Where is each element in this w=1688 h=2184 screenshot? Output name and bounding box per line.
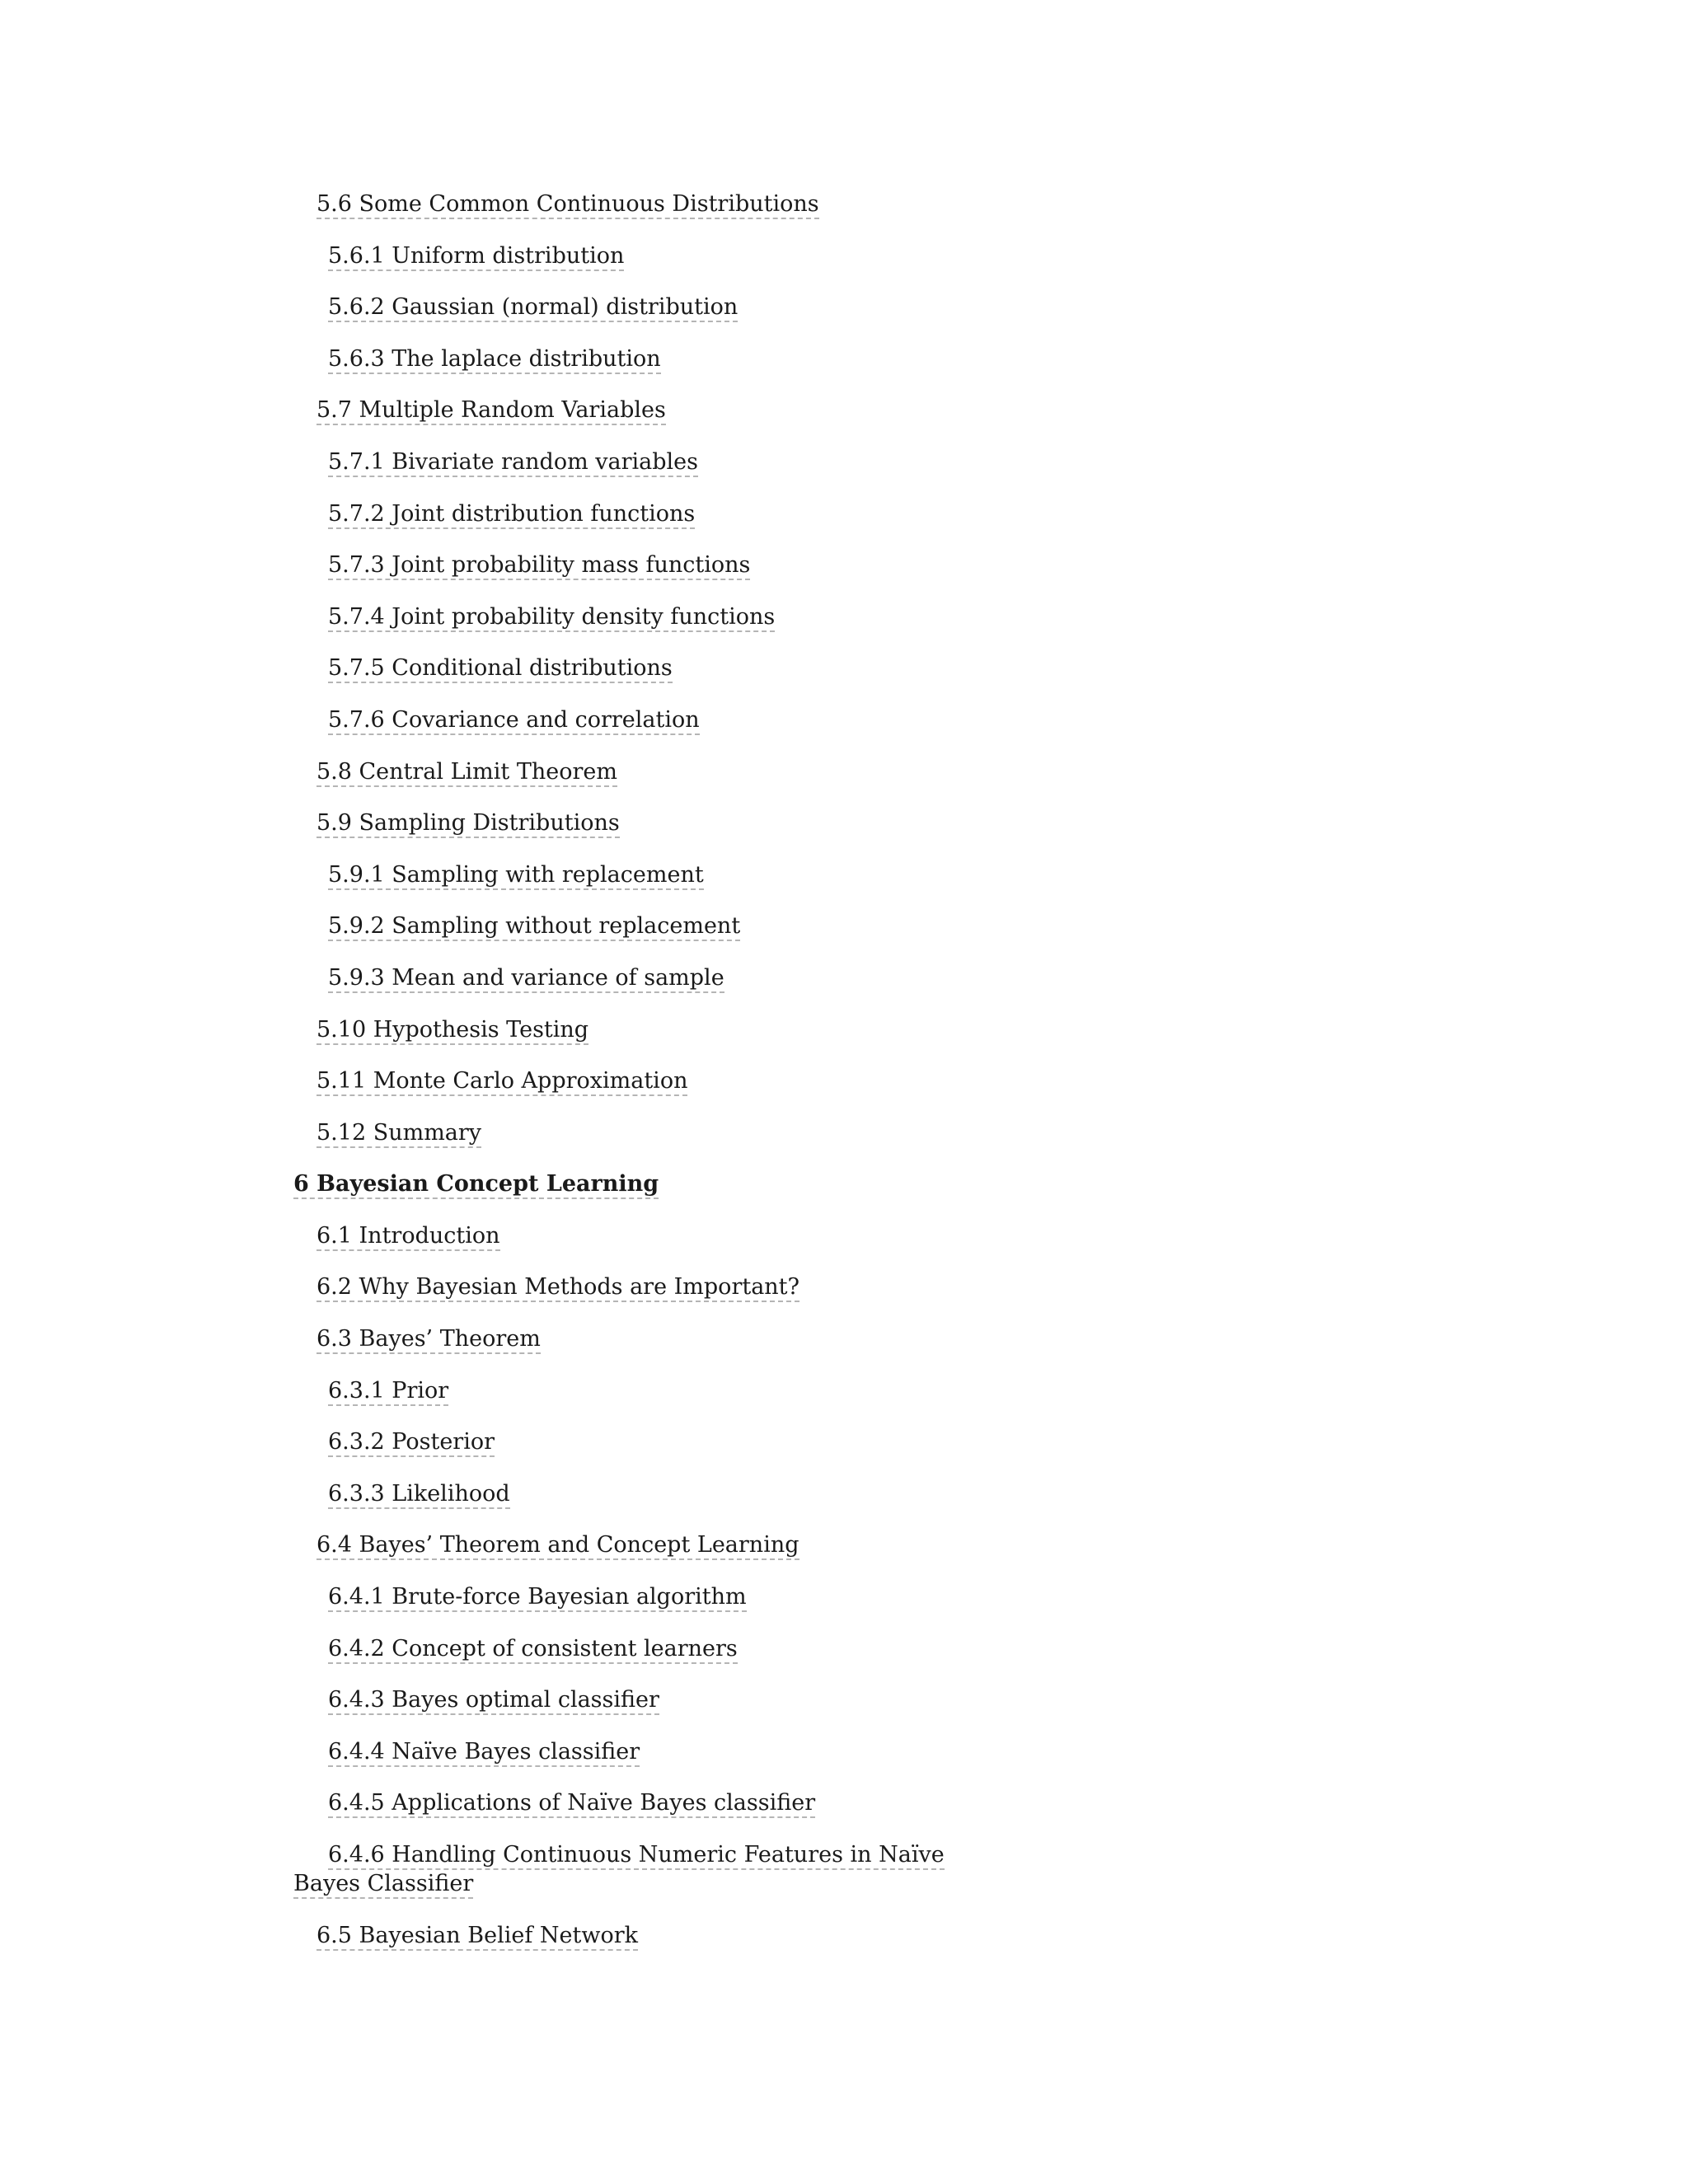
toc-entry: [293, 1530, 1035, 1582]
toc-entry: [293, 705, 1035, 757]
toc-link[interactable]: 6.4.1 Brute-force Bayesian algorithm: [328, 1584, 747, 1612]
toc-link[interactable]: 5.7 Multiple Random Variables: [316, 397, 666, 425]
toc-entry: [293, 860, 1035, 912]
toc-link[interactable]: 5.9.2 Sampling without replacement: [328, 913, 740, 941]
toc-entry: [293, 757, 1035, 809]
toc-link[interactable]: 5.11 Monte Carlo Approximation: [316, 1068, 687, 1096]
toc-entry: [293, 1840, 1035, 1921]
toc-entry: [293, 1427, 1035, 1479]
toc-entry: [293, 1221, 1035, 1273]
toc-link[interactable]: 5.7.4 Joint probability density functions: [328, 604, 775, 632]
toc-entry: [293, 654, 1035, 705]
toc-link[interactable]: 5.6 Some Common Continuous Distributions: [316, 191, 819, 219]
toc-entry: [293, 396, 1035, 448]
toc-entry: [293, 1066, 1035, 1118]
toc-entry: [293, 1479, 1035, 1531]
toc-chapter-link[interactable]: 6 Bayesian Concept Learning: [293, 1171, 659, 1199]
toc-link[interactable]: 5.7.6 Covariance and correlation: [328, 707, 700, 735]
toc-chapter-entry: [293, 1169, 1035, 1221]
toc-link[interactable]: 5.7.3 Joint probability mass functions: [328, 552, 750, 580]
toc-entry: [293, 912, 1035, 963]
toc-entry: [293, 963, 1035, 1015]
toc-entry: [293, 344, 1035, 396]
toc-link[interactable]: 5.9.3 Mean and variance of sample: [328, 965, 724, 993]
toc-entry: [293, 190, 1035, 241]
toc-entry: [293, 241, 1035, 293]
toc-link[interactable]: 5.6.1 Uniform distribution: [328, 243, 624, 271]
toc-entry: [293, 1634, 1035, 1686]
toc-entry: [293, 1737, 1035, 1789]
toc-link[interactable]: 6.4.6 Handling Continuous Numeric Features in Naïve Bayes Classifier: [293, 1842, 945, 1899]
toc-link[interactable]: 5.10 Hypothesis Testing: [316, 1017, 588, 1045]
toc-link[interactable]: 6.5 Bayesian Belief Network: [316, 1923, 638, 1951]
toc-link[interactable]: 5.9.1 Sampling with replacement: [328, 862, 704, 890]
toc-link[interactable]: 6.4.4 Naïve Bayes classifier: [328, 1739, 640, 1767]
toc-link[interactable]: 5.6.3 The laplace distribution: [328, 346, 661, 374]
toc-link[interactable]: 5.8 Central Limit Theorem: [316, 759, 617, 787]
toc-entry: [293, 448, 1035, 499]
toc-link[interactable]: 6.3.2 Posterior: [328, 1429, 495, 1457]
toc-entry: [293, 499, 1035, 551]
table-of-contents: [293, 190, 1035, 1972]
toc-link[interactable]: 6.4.3 Bayes optimal classifier: [328, 1687, 659, 1715]
toc-entry: [293, 1685, 1035, 1737]
toc-link[interactable]: 6.4.5 Applications of Naïve Bayes classifier: [328, 1790, 815, 1818]
toc-link[interactable]: 5.7.5 Conditional distributions: [328, 655, 673, 683]
toc-entry: [293, 1324, 1035, 1376]
toc-entry: [293, 1376, 1035, 1428]
toc-link[interactable]: 5.12 Summary: [316, 1120, 481, 1148]
toc-link[interactable]: 5.6.2 Gaussian (normal) distribution: [328, 294, 738, 322]
toc-entry: [293, 602, 1035, 654]
toc-entry: [293, 1272, 1035, 1324]
toc-link[interactable]: 6.4 Bayes’ Theorem and Concept Learning: [316, 1532, 799, 1560]
toc-link[interactable]: 6.2 Why Bayesian Methods are Important?: [316, 1274, 799, 1302]
toc-entry: [293, 1015, 1035, 1067]
toc-entry: [293, 1582, 1035, 1634]
toc-link[interactable]: 5.7.2 Joint distribution functions: [328, 501, 695, 529]
toc-link[interactable]: 6.4.2 Concept of consistent learners: [328, 1636, 738, 1664]
toc-link[interactable]: 5.9 Sampling Distributions: [316, 810, 620, 838]
toc-entry: [293, 551, 1035, 602]
toc-link[interactable]: 6.3.1 Prior: [328, 1378, 448, 1406]
toc-entry: [293, 808, 1035, 860]
toc-entry: [293, 1788, 1035, 1840]
toc-entry: [293, 293, 1035, 344]
toc-link[interactable]: 6.3 Bayes’ Theorem: [316, 1326, 541, 1354]
toc-link[interactable]: 6.3.3 Likelihood: [328, 1481, 510, 1509]
toc-link[interactable]: 5.7.1 Bivariate random variables: [328, 449, 698, 477]
toc-entry: [293, 1118, 1035, 1170]
toc-entry: [293, 1921, 1035, 1973]
toc-link[interactable]: 6.1 Introduction: [316, 1223, 500, 1251]
